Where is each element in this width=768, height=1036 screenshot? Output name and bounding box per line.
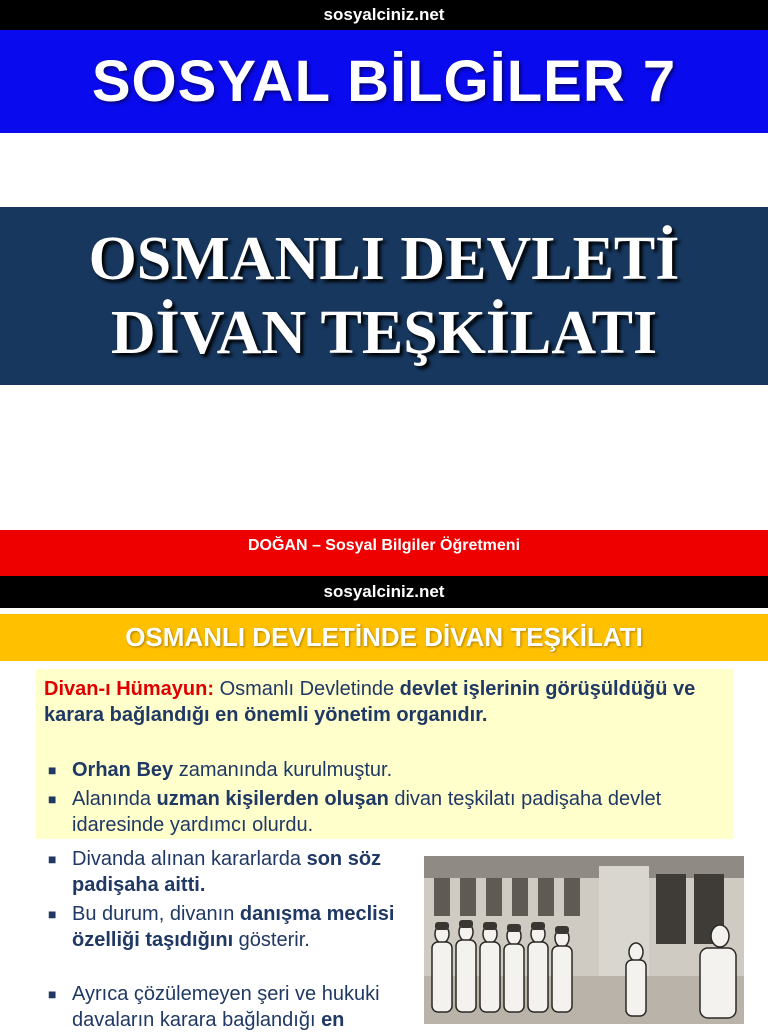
- divan-meeting-illustration: [424, 856, 744, 1024]
- definition-emphasis: devlet işlerinin görüşüldüğü ve karara bağlandığı en önemli yönetim organıdır.: [44, 678, 696, 726]
- list-item: ■ Alanında uzman kişilerden oluşan divan teşkilatı padişaha devlet idaresinde yardımcı olurdu.: [48, 788, 662, 836]
- topic-title: [0, 207, 768, 385]
- definition-term: Divan-ı Hümayun:: [44, 678, 215, 700]
- topic-title-line-2: DİVAN TEŞKİLATI: [110, 299, 658, 367]
- bullet-list-box: [44, 757, 734, 841]
- site-url-bottom: sosyalciniz.net: [0, 576, 768, 608]
- definition-paragraph: [44, 676, 729, 728]
- bullet-square-icon: ■: [48, 762, 57, 778]
- list-spacer: [44, 956, 429, 978]
- bullet-square-icon: ■: [48, 791, 57, 807]
- section-heading: OSMANLI DEVLETİNDE DİVAN TEŞKİLATI: [0, 614, 768, 661]
- subject-title: SOSYAL BİLGİLER 7: [0, 30, 768, 133]
- bullet-square-icon: ■: [48, 906, 57, 922]
- topic-title-line-1: OSMANLI DEVLETİ: [88, 225, 680, 293]
- list-item: ■ Divanda alınan kararlarda son söz padişaha aitti.: [48, 848, 382, 896]
- bullet-square-icon: ■: [48, 986, 57, 1002]
- list-item: ■ Bu durum, divanın danışma meclisi özelliği taşıdığını gösterir.: [48, 903, 395, 951]
- teacher-credit: DOĞAN – Sosyal Bilgiler Öğretmeni: [0, 530, 768, 576]
- list-item: ■ Ayrıca çözülemeyen şeri ve hukuki davaların karara bağlandığı en: [48, 983, 380, 1031]
- definition-text: Osmanlı Devletinde: [214, 678, 400, 700]
- site-url-top: sosyalciniz.net: [0, 0, 768, 30]
- bullet-list-side: [44, 846, 429, 1036]
- list-item: ■ Orhan Bey zamanında kurulmuştur.: [48, 759, 393, 781]
- bullet-square-icon: ■: [48, 851, 57, 867]
